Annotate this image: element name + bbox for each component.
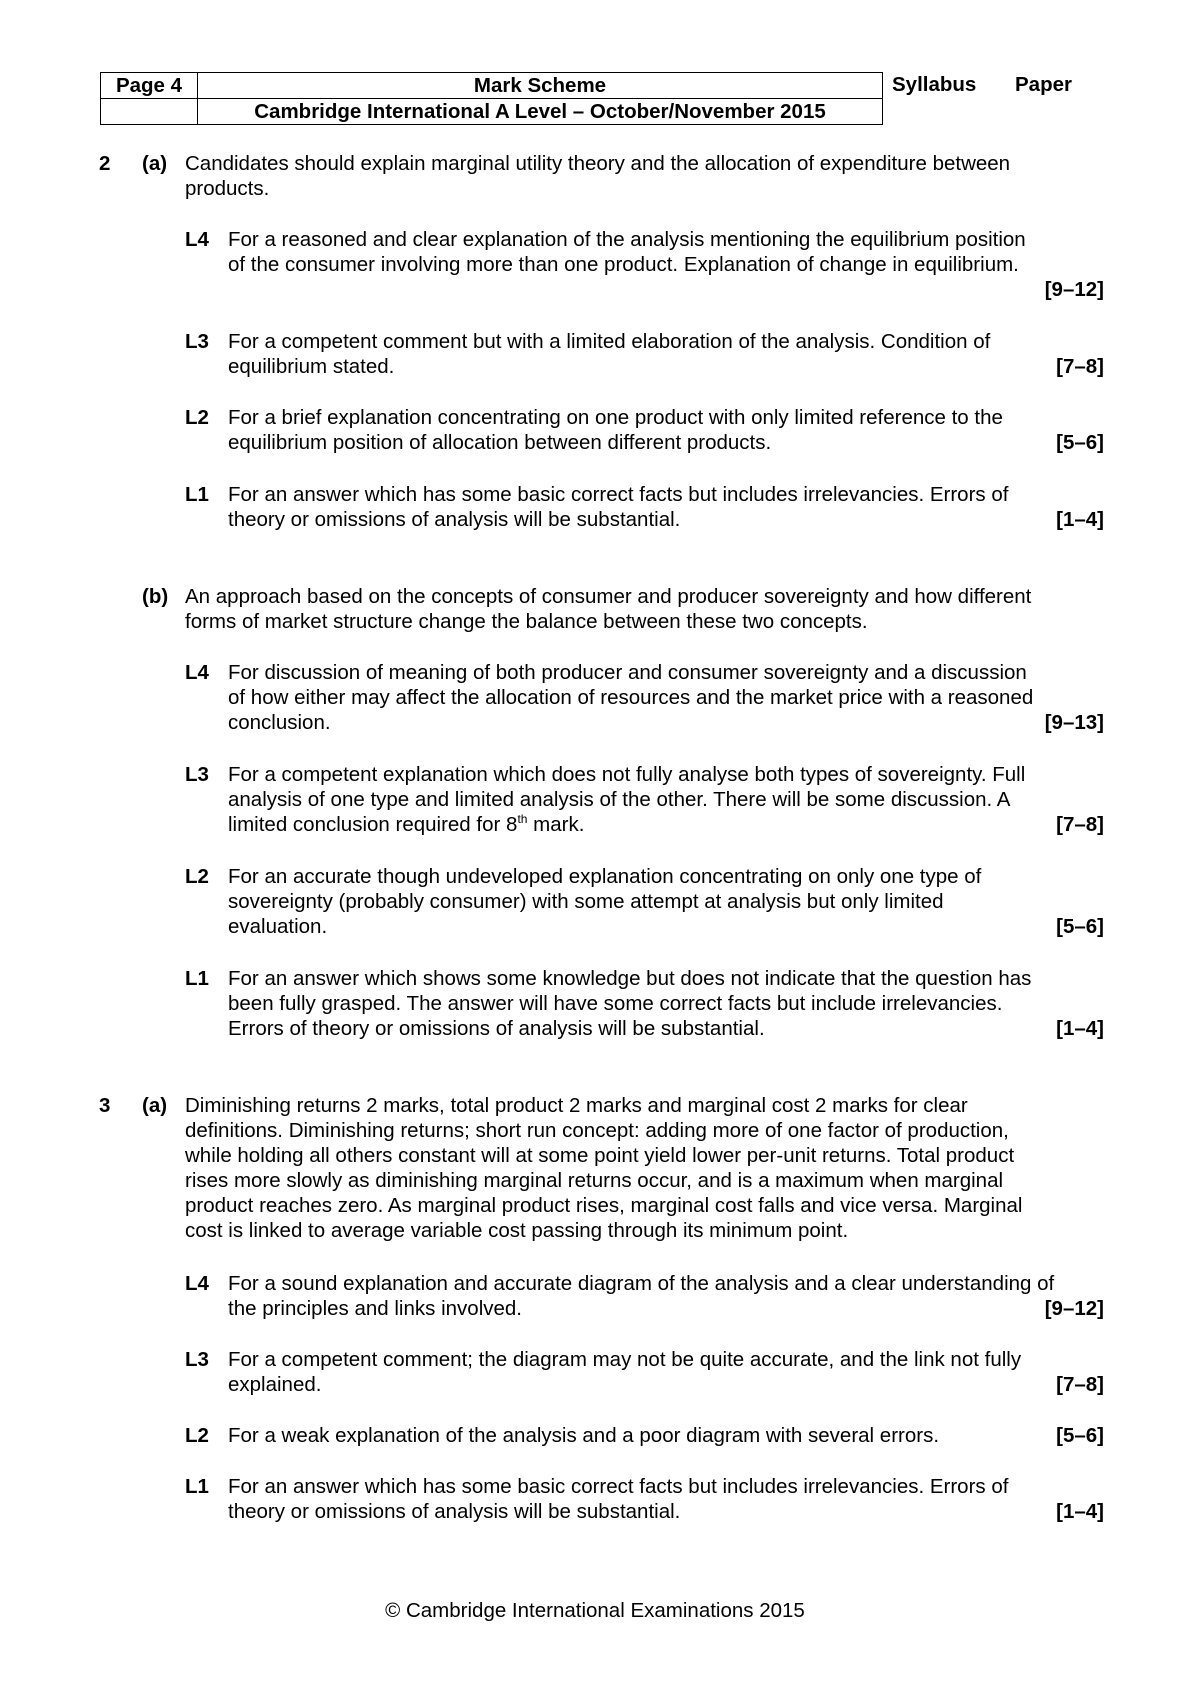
descriptor-line: For a sound explanation and accurate diagram of the analysis and a clear understanding of	[228, 1272, 1055, 1295]
part-intro	[185, 151, 1105, 201]
descriptor-line: For a reasoned and clear explanation of the analysis mentioning the equilibrium position	[228, 228, 1026, 251]
descriptor-line: theory or omissions of analysis will be substantial.	[228, 1500, 681, 1523]
intro-line: while holding all others constant will at some point yield lower per-unit returns. Total product	[185, 1144, 1015, 1167]
descriptor-line: theory or omissions of analysis will be substantial.	[228, 508, 681, 531]
intro-line: products.	[185, 177, 270, 200]
level-descriptor	[228, 762, 1104, 837]
descriptor-line: For an answer which has some basic correct facts but includes irrelevancies. Errors of	[228, 1475, 1009, 1498]
mark-range: [7–8]	[1056, 1373, 1104, 1396]
paper-label: Paper	[1015, 73, 1072, 96]
superscript: th	[517, 812, 528, 827]
part-label: (a)	[142, 1094, 168, 1117]
level-descriptor	[228, 1423, 1104, 1448]
header-subtitle: Cambridge International A Level – October/November 2015	[198, 99, 883, 125]
level-descriptor	[228, 864, 1104, 939]
header-blank-cell	[101, 99, 198, 125]
intro-line: rises more slowly as diminishing marginal returns occur, and is a maximum when marginal	[185, 1169, 1004, 1192]
level-descriptor	[228, 329, 1104, 379]
copyright-footer: © Cambridge International Examinations 2015	[385, 1599, 805, 1622]
level-descriptor	[228, 966, 1104, 1041]
descriptor-line: conclusion.	[228, 711, 331, 734]
level-label: L1	[185, 483, 209, 506]
descriptor-line: of the consumer involving more than one product. Explanation of change in equilibrium.	[228, 253, 1019, 276]
part-intro	[185, 584, 1105, 634]
header-title: Mark Scheme	[198, 73, 883, 99]
part-label: (b)	[142, 585, 169, 608]
mark-range: [7–8]	[1056, 355, 1104, 378]
intro-line: Candidates should explain marginal utility theory and the allocation of expenditure between	[185, 152, 1011, 175]
descriptor-line: For an accurate though undeveloped explanation concentrating on only one type of	[228, 865, 982, 888]
level-label: L3	[185, 763, 209, 786]
question-number: 3	[99, 1094, 111, 1117]
descriptor-line: equilibrium position of allocation between different products.	[228, 431, 772, 454]
mark-range: [5–6]	[1056, 431, 1104, 454]
mark-range: [9–13]	[1044, 711, 1104, 734]
descriptor-line: sovereignty (probably consumer) with some attempt at analysis but only limited	[228, 890, 944, 913]
page-number: Page 4	[101, 73, 198, 99]
descriptor-line: analysis of one type and limited analysis of the other. There will be some discussion. A	[228, 788, 1011, 811]
descriptor-line: equilibrium stated.	[228, 355, 395, 378]
intro-line: cost is linked to average variable cost passing through its minimum point.	[185, 1219, 849, 1242]
level-label: L1	[185, 967, 209, 990]
question-number: 2	[99, 152, 111, 175]
intro-line: product reaches zero. As marginal product rises, marginal cost falls and vice versa. Marginal	[185, 1194, 1023, 1217]
mark-range: [7–8]	[1056, 813, 1104, 836]
level-label: L2	[185, 1424, 209, 1447]
header-table	[100, 72, 883, 125]
descriptor-line: For discussion of meaning of both producer and consumer sovereignty and a discussion	[228, 661, 1027, 684]
descriptor-line: mark.	[527, 813, 585, 836]
descriptor-line: For a competent comment but with a limited elaboration of the analysis. Condition of	[228, 330, 991, 353]
intro-line: An approach based on the concepts of consumer and producer sovereignty and how different	[185, 585, 1032, 608]
descriptor-line: of how either may affect the allocation of resources and the market price with a reasoned	[228, 686, 1034, 709]
descriptor-line: evaluation.	[228, 915, 328, 938]
level-label: L2	[185, 865, 209, 888]
mark-range: [9–12]	[1044, 1297, 1104, 1320]
level-descriptor	[228, 227, 1104, 302]
mark-range: [5–6]	[1056, 1424, 1104, 1447]
intro-line: definitions. Diminishing returns; short run concept: adding more of one factor of production,	[185, 1119, 1009, 1142]
mark-range: [1–4]	[1056, 1017, 1104, 1040]
descriptor-line: For a competent comment; the diagram may not be quite accurate, and the link not fully	[228, 1348, 1022, 1371]
level-label: L3	[185, 1348, 209, 1371]
descriptor-line: For an answer which shows some knowledge but does not indicate that the question has	[228, 967, 1032, 990]
level-descriptor	[228, 1271, 1104, 1321]
descriptor-line: explained.	[228, 1373, 322, 1396]
mark-range: [9–12]	[1044, 278, 1104, 301]
part-label: (a)	[142, 152, 168, 175]
level-descriptor	[228, 660, 1104, 735]
descriptor-line: For an answer which has some basic correct facts but includes irrelevancies. Errors of	[228, 483, 1009, 506]
descriptor-line: limited conclusion required for 8	[228, 813, 518, 836]
level-label: L2	[185, 406, 209, 429]
descriptor-line: For a brief explanation concentrating on one product with only limited reference to the	[228, 406, 1003, 429]
level-label: L1	[185, 1475, 209, 1498]
level-label: L4	[185, 228, 209, 251]
intro-line: forms of market structure change the balance between these two concepts.	[185, 610, 868, 633]
descriptor-line: the principles and links involved.	[228, 1297, 522, 1320]
part-intro	[185, 1093, 1105, 1243]
intro-line: Diminishing returns 2 marks, total product 2 marks and marginal cost 2 marks for clear	[185, 1094, 968, 1117]
level-label: L3	[185, 330, 209, 353]
mark-range: [1–4]	[1056, 1500, 1104, 1523]
level-descriptor	[228, 482, 1104, 532]
level-descriptor	[228, 1474, 1104, 1524]
mark-range: [5–6]	[1056, 915, 1104, 938]
syllabus-label: Syllabus	[892, 73, 977, 96]
level-label: L4	[185, 1272, 209, 1295]
descriptor-line: Errors of theory or omissions of analysis will be substantial.	[228, 1017, 765, 1040]
level-label: L4	[185, 661, 209, 684]
descriptor-line: For a weak explanation of the analysis and a poor diagram with several errors.	[228, 1424, 940, 1447]
level-descriptor	[228, 405, 1104, 455]
level-descriptor	[228, 1347, 1104, 1397]
descriptor-line: For a competent explanation which does not fully analyse both types of sovereignty. Full	[228, 763, 1026, 786]
mark-range: [1–4]	[1056, 508, 1104, 531]
descriptor-line: been fully grasped. The answer will have some correct facts but include irrelevancies.	[228, 992, 1003, 1015]
